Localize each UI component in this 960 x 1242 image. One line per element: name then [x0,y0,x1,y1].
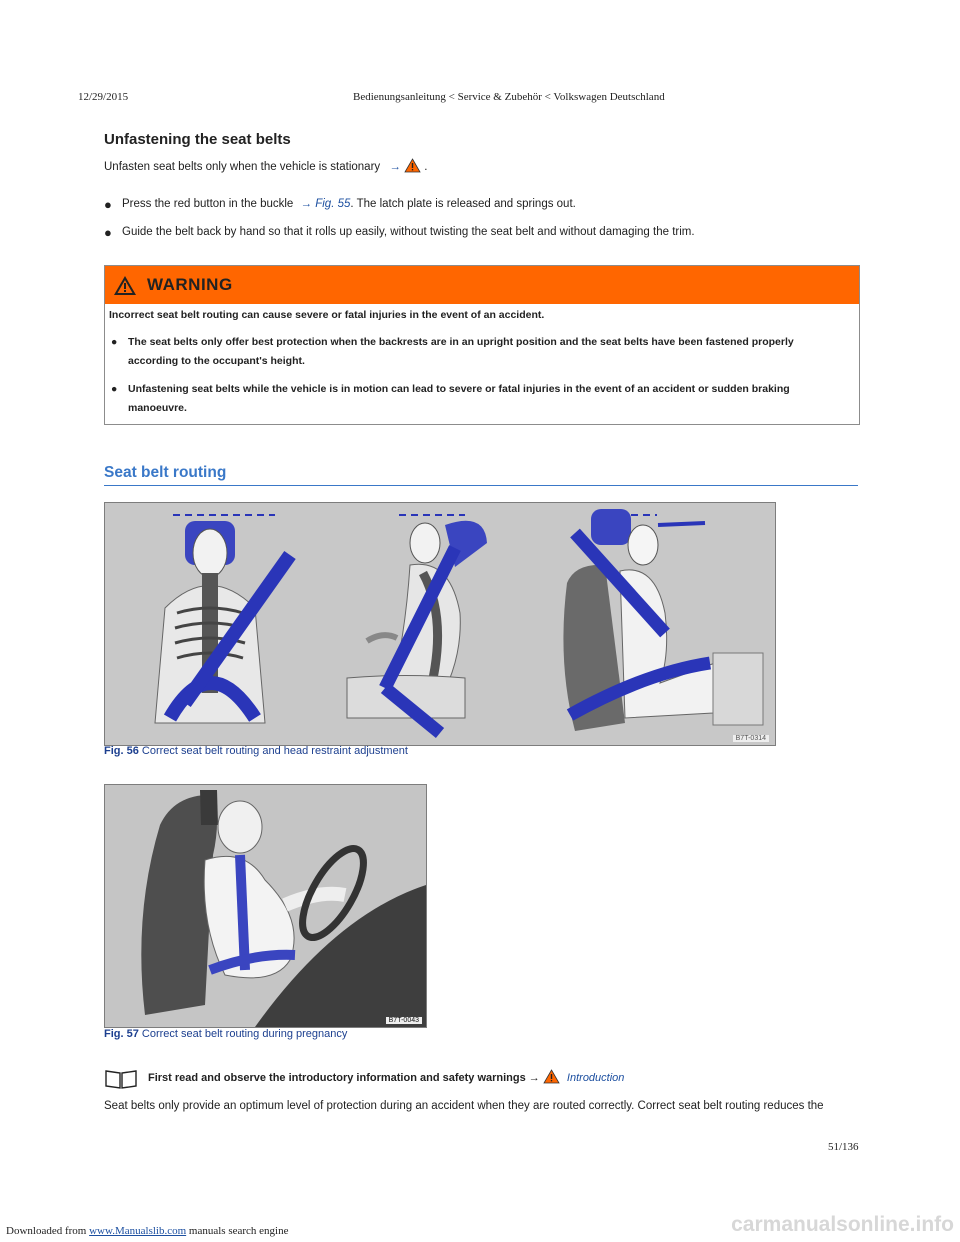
seat-belt-routing-illustration [105,503,775,745]
download-footer [6,1225,288,1237]
arrow-icon: → [389,161,401,173]
intro-note [148,1069,624,1084]
warning-item-2-line-2: manoeuvre. [128,402,187,414]
bullet-dot: ● [104,225,112,240]
bullet-text-end: . The latch plate is released and springs out. [350,198,576,210]
figure-57-caption [104,1028,347,1040]
section-heading-routing: Seat belt routing [104,464,227,481]
introduction-link[interactable]: Introduction [566,1072,625,1084]
warning-item-2-line-1: Unfastening seat belts while the vehicle is in motion can lead to severe or fatal injuries in the event of an accident or sudden braking [128,383,790,395]
bullet-dot: ● [111,336,118,348]
figure-caption-text: Correct seat belt routing during pregnancy [141,1028,348,1040]
pregnancy-seat-belt-illustration [105,785,426,1027]
warning-triangle-icon [113,275,137,296]
intro-period: . [424,161,428,173]
figure-code: B7T-0314 [733,735,769,742]
warning-item-1 [128,333,794,371]
figure-code: B7T-0043 [386,1017,422,1024]
section-heading-unfastening: Unfastening the seat belts [104,131,291,148]
figure-caption-text: Correct seat belt routing and head restraint adjustment [141,745,408,757]
watermark: carmanualsonline.info [731,1213,954,1236]
warning-item-2 [128,380,790,418]
bullet-text: Press the red button in the buckle [122,198,294,210]
page-number: 51/136 [828,1141,859,1153]
arrow-icon: → [528,1072,540,1084]
bullet-dot: ● [104,197,112,212]
warning-item-1-line-1: The seat belts only offer best protection when the backrests are in an upright position and the seat belts have been fastened properly [128,336,794,348]
intro-sentence: Unfasten seat belts only when the vehicle is stationary [104,161,381,173]
intro-note-text: First read and observe the introductory information and safety warnings [148,1072,526,1084]
intro-text [104,158,427,173]
warning-triangle-icon [404,158,421,173]
warning-item-1-line-2: according to the occupant's height. [128,355,305,367]
footer-prefix: Downloaded from [6,1225,87,1237]
print-title: Bedienungsanleitung < Service & Zubehör < Volkswagen Deutschland [353,91,665,103]
manualslib-link[interactable]: www.Manualslib.com [89,1225,187,1237]
figure-number: Fig. 56 [104,745,139,757]
warning-triangle-icon [543,1069,560,1084]
warning-box [104,265,860,425]
list-item-guide-belt [104,225,695,240]
figure-56-caption [104,745,408,757]
print-date: 12/29/2015 [78,91,129,103]
fig-55-link[interactable]: → Fig. 55 [300,198,351,210]
heading-underline [104,485,858,486]
figure-57-illustration [104,784,427,1028]
bullet-text: Guide the belt back by hand so that it rolls up easily, without twisting the seat belt and without damaging the trim. [122,226,695,238]
body-paragraph: Seat belts only provide an optimum level of protection during an accident when they are routed correctly. Correct seat belt routing reduces the [104,1100,824,1112]
intro-warning-link[interactable] [389,161,424,173]
list-item-press-button [104,197,576,212]
bullet-dot: ● [111,383,118,395]
footer-suffix: manuals search engine [188,1225,289,1237]
warning-lead: Incorrect seat belt routing can cause severe or fatal injuries in the event of an accident. [109,309,545,321]
warning-title: WARNING [147,275,233,294]
open-book-icon [104,1068,138,1090]
figure-56-illustration [104,502,776,746]
figure-number: Fig. 57 [104,1028,139,1040]
warning-bar [105,266,859,304]
